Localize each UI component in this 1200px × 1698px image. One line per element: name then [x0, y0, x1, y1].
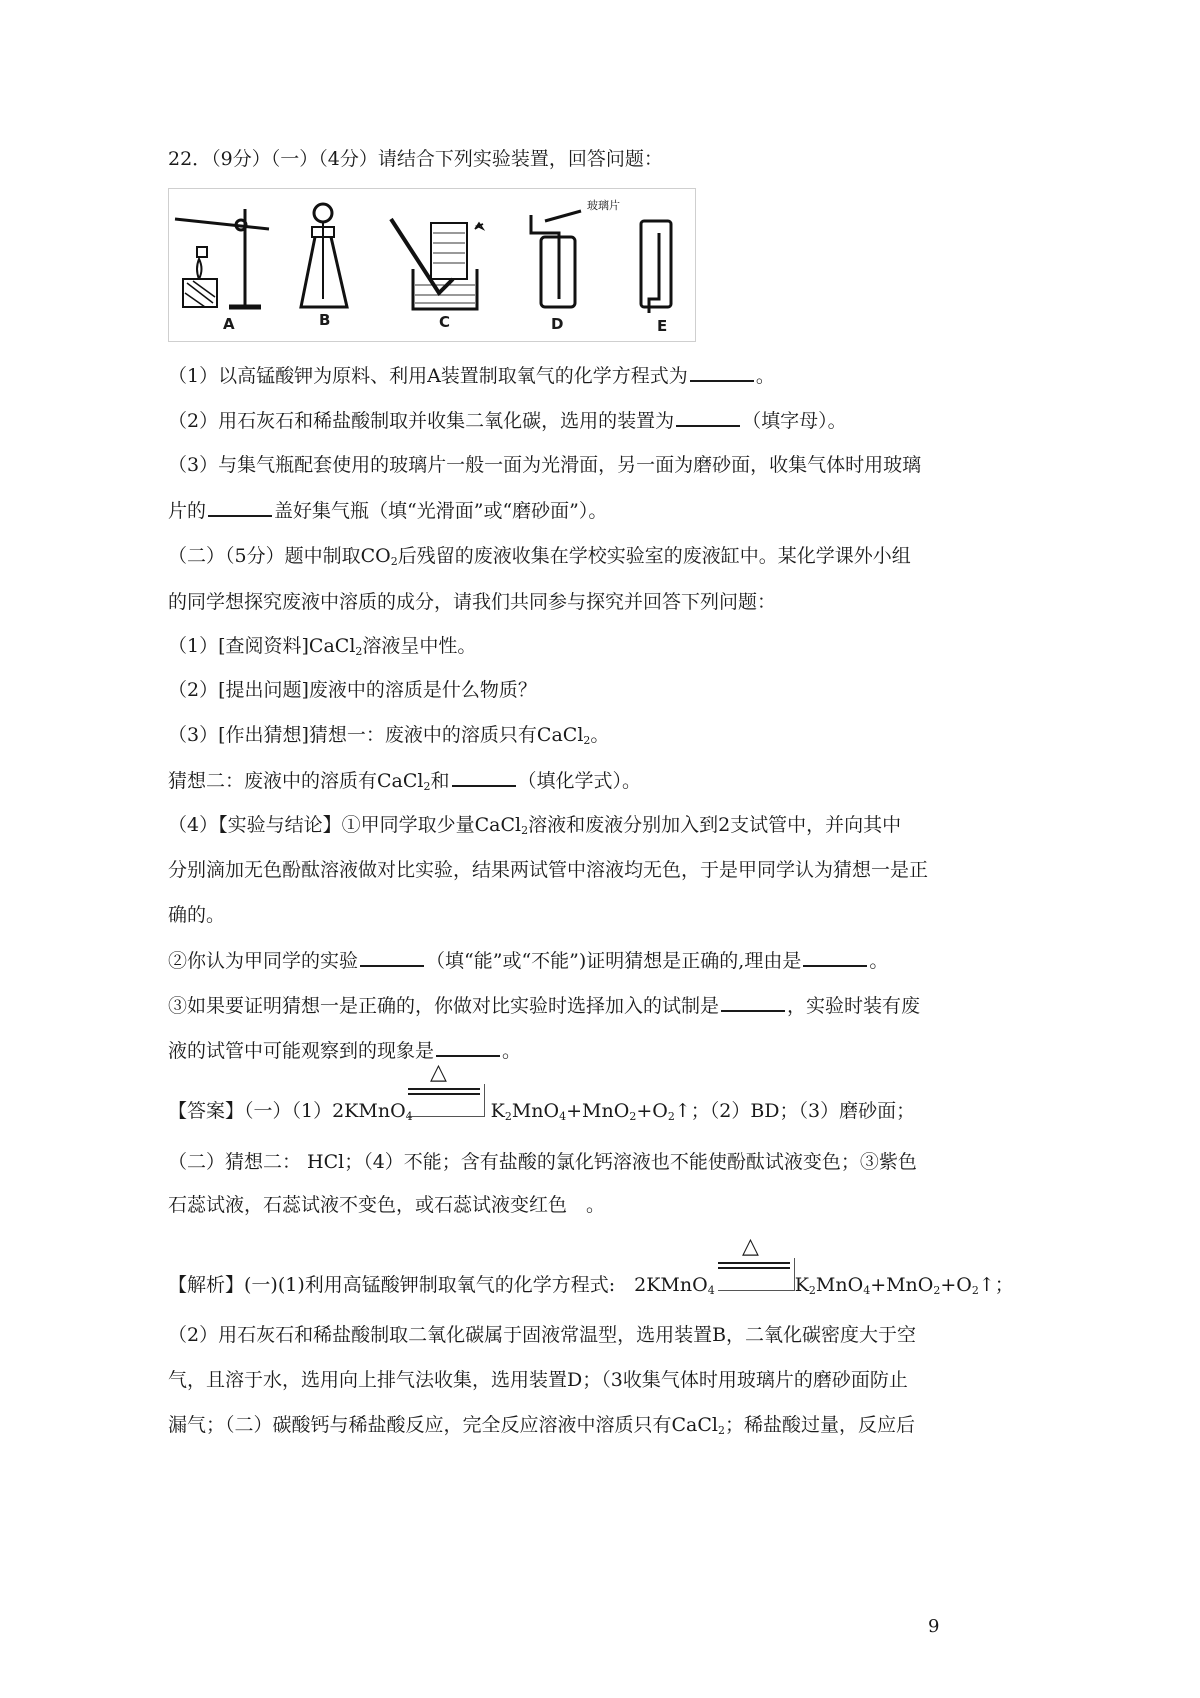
q3-line-2: 片的 盖好集气瓶（填“光滑面”或“磨砂面”）。 [168, 497, 607, 524]
step2-line: （2）[提出问题]废液中的溶质是什么物质？ [168, 679, 537, 701]
delivery-tube-e [649, 233, 659, 313]
analysis-line-3: 气，且溶于水，选用向上排气法收集，选用装置D；（3收集气体时用玻璃片的磨砂面防止 [168, 1369, 908, 1391]
apparatus-drawing [169, 189, 695, 341]
answer-line-2: （二）猜想二： HCl；（4）不能；含有盐酸的氯化钙溶液也不能使酚酞试液变色；③紫色 [168, 1151, 917, 1173]
delivery-tube-d [531, 215, 559, 299]
test-tube [175, 219, 269, 229]
answer-line-3: 石蕊试液，石蕊试液不变色，或石蕊试液变红色 。 [168, 1194, 606, 1216]
delivery-tube-c [391, 219, 453, 293]
step3-line: （3）[作出猜想]猜想一：废液中的溶质只有CaCl$_2$。 [168, 724, 610, 747]
gas-bottle-e [641, 221, 671, 307]
glass-plate-label: 玻璃片 [587, 199, 620, 212]
answer-blank[interactable] [676, 407, 740, 427]
apparatus-figure [168, 188, 696, 342]
answer-blank[interactable] [436, 1037, 500, 1057]
glass-plate [545, 211, 581, 221]
q2-line: （2）用石灰石和稀盐酸制取并收集二氧化碳，选用的装置为 （填字母）。 [168, 407, 847, 434]
page-number: 9 [928, 1616, 940, 1637]
answer-blank[interactable] [360, 947, 424, 967]
figure-label-a: A [223, 315, 235, 333]
conclusion3-line-1: ③如果要证明猜想一是正确的，你做对比实验时选择加入的试制是 ，实验时装有废 [168, 992, 920, 1019]
funnel-bulb [314, 204, 332, 222]
figure-label-c: C [439, 313, 451, 331]
answer-reaction-condition: △ [408, 1060, 484, 1120]
answer-blank[interactable] [452, 767, 516, 787]
step4-line-2: 分别滴加无色酚酞溶液做对比实验，结果两试管中溶液均无色，于是甲同学认为猜想一是正 [168, 859, 929, 881]
analysis-reaction-condition: △ [718, 1234, 794, 1294]
analysis-line-2: （2）用石灰石和稀盐酸制取二氧化碳属于固液常温型，选用装置B，二氧化碳密度大于空 [168, 1324, 917, 1346]
analysis-line-4: 漏气；（二）碳酸钙与稀盐酸反应，完全反应溶液中溶质只有CaCl$_2$；稀盐酸过量，反应后 [168, 1414, 915, 1437]
step4-line-1: （4）【实验与结论】①甲同学取少量CaCl$_2$溶液和废液分别加入到2支试管中，并向其中 [168, 814, 902, 837]
analysis-line-1: 【解析】(一)(1)利用高锰酸钾制取氧气的化学方程式: 2KMnO$_4$ $K_2MnO_4+MnO_2+O_2↑$； [168, 1274, 1014, 1297]
answer-line-1: 【答案】（一）（1）2KMnO$_4$ $K_2MnO_4+MnO_2+O_2↑$；（2）BD；（3）磨砂面； [168, 1100, 916, 1123]
q1-line: （1）以高锰酸钾为原料、利用A装置制取氧气的化学方程式为 。 [168, 362, 775, 389]
part2-intro-1: （二）（5分）题中制取$CO_2$后残留的废液收集在学校实验室的废液缸中。某化学课外小组 [168, 545, 911, 568]
flame [197, 259, 202, 279]
guess2-line: 猜想二：废液中的溶质有CaCl$_2$和 （填化学式）。 [168, 767, 641, 794]
answer-blank[interactable] [803, 947, 867, 967]
question-header: 22．（9分）（一）（4分）请结合下列实验装置，回答问题： [168, 148, 663, 170]
part2-intro-2: 的同学想探究废液中溶质的成分，请我们共同参与探究并回答下列问题： [168, 591, 777, 613]
gas-bottle-c [431, 223, 467, 279]
answer-blank[interactable] [208, 497, 272, 517]
step4-line-3: 确的。 [168, 904, 226, 926]
q3-line-1: （3）与集气瓶配套使用的玻璃片一般一面为光滑面，另一面为磨砂面，收集气体时用玻璃 [168, 454, 922, 476]
conclusion2-line: ②你认为甲同学的实验 （填“能”或“不能”)证明猜想是正确的,理由是 。 [168, 947, 888, 974]
conclusion3-line-2: 液的试管中可能观察到的现象是 。 [168, 1037, 521, 1064]
step1-line: （1）[查阅资料]CaCl$_2$溶液呈中性。 [168, 635, 477, 658]
answer-blank[interactable] [721, 992, 785, 1012]
figure-label-e: E [657, 317, 668, 335]
figure-label-d: D [551, 315, 564, 333]
answer-blank[interactable] [690, 362, 754, 382]
figure-label-b: B [319, 311, 331, 329]
